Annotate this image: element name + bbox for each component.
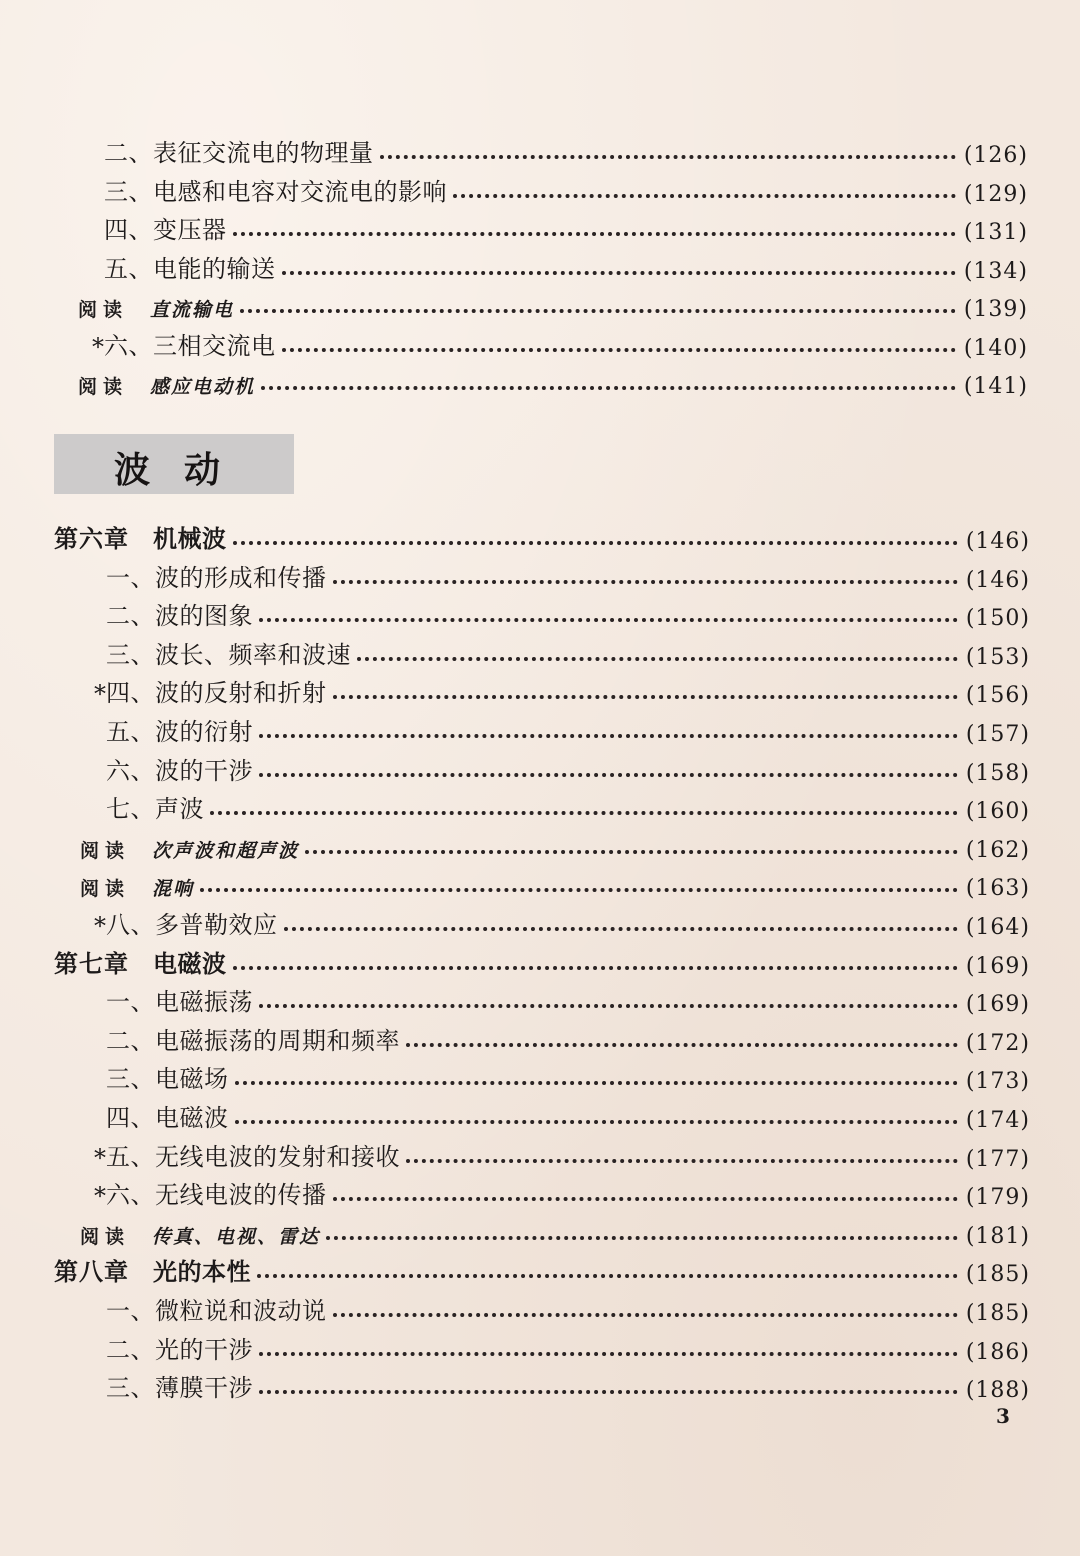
dot-leader bbox=[259, 734, 958, 738]
section-title: 三、电感和电容对交流电的影响 bbox=[104, 177, 447, 206]
toc-reading-row bbox=[80, 829, 1030, 863]
toc-page-number: (174) bbox=[965, 1108, 1030, 1133]
dot-leader bbox=[233, 232, 956, 236]
dot-leader bbox=[210, 811, 958, 815]
toc-item-row bbox=[84, 636, 1030, 670]
toc-page-number: (186) bbox=[965, 1339, 1030, 1365]
toc-item-row bbox=[84, 1138, 1030, 1172]
toc-page-number: (181) bbox=[965, 1223, 1030, 1249]
toc-page-number: (156) bbox=[965, 683, 1030, 709]
toc-reading-row bbox=[78, 288, 1028, 322]
toc-item-row bbox=[84, 1369, 1030, 1403]
section-title: 三、波长、频率和波速 bbox=[106, 640, 351, 669]
dot-leader bbox=[257, 1274, 958, 1278]
reading-label: 阅读 bbox=[80, 839, 131, 862]
toc-item-row bbox=[84, 790, 1030, 824]
optional-mark: * bbox=[94, 1143, 106, 1172]
toc-item-row bbox=[82, 173, 1028, 207]
toc-item-row bbox=[84, 1176, 1030, 1210]
toc-page-number: (131) bbox=[963, 220, 1028, 245]
toc-page-number: (157) bbox=[965, 722, 1030, 747]
section-title: 五、波的衍射 bbox=[106, 718, 253, 746]
dot-leader bbox=[305, 850, 958, 854]
toc-page-number: (172) bbox=[965, 1030, 1030, 1056]
toc-page-number: (185) bbox=[965, 1301, 1030, 1326]
toc-page-number: (150) bbox=[965, 606, 1030, 632]
toc-reading-row bbox=[80, 1215, 1030, 1249]
optional-mark: * bbox=[94, 912, 106, 940]
toc-reading-row bbox=[78, 365, 1028, 399]
dot-leader bbox=[235, 1120, 958, 1124]
dot-leader bbox=[453, 194, 956, 198]
toc-page-number: (141) bbox=[963, 374, 1028, 399]
reading-label: 阅读 bbox=[78, 299, 129, 321]
section-title: 五、电能的输送 bbox=[104, 254, 276, 283]
toc-page-number: (126) bbox=[963, 143, 1028, 168]
toc-page-number: (134) bbox=[963, 258, 1028, 284]
section-title: 四、波的反射和折射 bbox=[106, 679, 327, 708]
toc-page-number: (169) bbox=[965, 992, 1030, 1018]
toc-item-row bbox=[84, 1022, 1030, 1056]
section-title: 三、电磁场 bbox=[106, 1065, 229, 1094]
toc-page-number: (173) bbox=[965, 1069, 1030, 1095]
toc-page-number: (158) bbox=[965, 760, 1030, 786]
dot-leader bbox=[333, 580, 958, 584]
toc-page-number: (129) bbox=[963, 181, 1028, 207]
toc-chapter-row bbox=[54, 945, 1030, 979]
reading-label: 阅读 bbox=[80, 878, 131, 901]
dot-leader bbox=[284, 927, 958, 931]
toc-page-number: (164) bbox=[965, 915, 1030, 940]
toc-item-row bbox=[84, 559, 1030, 593]
section-heading: 波动 bbox=[114, 450, 255, 491]
section-title: 三、薄膜干涉 bbox=[106, 1374, 253, 1403]
reading-title: 混响 bbox=[152, 878, 195, 901]
section-title: 二、表征交流电的物理量 bbox=[104, 139, 374, 167]
section-title: 六、三相交流电 bbox=[104, 331, 276, 360]
section-title: 一、微粒说和波动说 bbox=[106, 1297, 327, 1325]
toc-item-row bbox=[84, 1060, 1030, 1094]
dot-leader bbox=[282, 348, 956, 352]
toc-item-row bbox=[84, 674, 1030, 708]
section-title: 四、变压器 bbox=[104, 216, 227, 244]
chapter-title: 机械波 bbox=[153, 524, 227, 553]
reading-title: 传真、电视、雷达 bbox=[152, 1225, 321, 1248]
section-title: 六、无线电波的传播 bbox=[106, 1181, 327, 1210]
toc-chapter-row bbox=[54, 1253, 1030, 1287]
dot-leader bbox=[380, 155, 956, 159]
toc-item-row bbox=[82, 211, 1028, 245]
chapter-label: 第七章 bbox=[54, 948, 129, 978]
dot-leader bbox=[261, 386, 956, 390]
toc-item-row bbox=[84, 1331, 1030, 1365]
chapter-title: 光的本性 bbox=[153, 1257, 251, 1287]
section-title: 四、电磁波 bbox=[106, 1104, 229, 1132]
section-title: 六、波的干涉 bbox=[106, 756, 253, 785]
chapter-label: 第八章 bbox=[54, 1257, 129, 1287]
dot-leader bbox=[233, 966, 958, 970]
chapter-label: 第六章 bbox=[54, 524, 129, 553]
reading-title: 次声波和超声波 bbox=[152, 839, 300, 862]
dot-leader bbox=[326, 1236, 958, 1240]
toc-page-number: (139) bbox=[963, 297, 1028, 322]
toc-item-row bbox=[84, 1099, 1030, 1133]
toc-item-row bbox=[84, 983, 1030, 1017]
toc-page-number: (160) bbox=[965, 799, 1030, 825]
toc-page-number: (153) bbox=[965, 644, 1030, 670]
reading-label: 阅读 bbox=[78, 376, 129, 398]
toc-chapter-row bbox=[54, 520, 1030, 554]
dot-leader bbox=[235, 1081, 958, 1085]
reading-title: 直流输电 bbox=[150, 299, 235, 321]
dot-leader bbox=[259, 773, 958, 777]
section-title: 二、波的图象 bbox=[106, 602, 253, 631]
toc-page-number: (146) bbox=[965, 567, 1030, 593]
dot-leader bbox=[233, 541, 958, 545]
toc-page-number: (163) bbox=[965, 876, 1030, 902]
toc-item-row bbox=[82, 134, 1028, 168]
dot-leader bbox=[259, 1352, 958, 1356]
section-title: 二、光的干涉 bbox=[106, 1335, 253, 1364]
toc-item-row bbox=[84, 752, 1030, 786]
toc-page-number: (162) bbox=[965, 837, 1030, 863]
toc-page-number: (179) bbox=[965, 1185, 1030, 1211]
toc-item-row bbox=[84, 713, 1030, 747]
toc-item-row bbox=[82, 250, 1028, 284]
optional-mark: * bbox=[92, 332, 104, 361]
dot-leader bbox=[357, 657, 958, 661]
toc-item-row bbox=[84, 906, 1030, 940]
toc-item-row bbox=[82, 327, 1028, 361]
section-title: 八、多普勒效应 bbox=[106, 911, 278, 939]
toc-page-number: (169) bbox=[965, 953, 1030, 979]
toc-page-number: (177) bbox=[965, 1146, 1030, 1172]
section-title: 五、无线电波的发射和接收 bbox=[106, 1142, 400, 1171]
dot-leader bbox=[333, 695, 958, 699]
optional-mark: * bbox=[94, 680, 106, 709]
toc-item-row bbox=[84, 1292, 1030, 1326]
dot-leader bbox=[406, 1043, 958, 1047]
dot-leader bbox=[282, 271, 956, 275]
toc-page-number: (140) bbox=[963, 335, 1028, 361]
dot-leader bbox=[200, 888, 958, 892]
page-number: 3 bbox=[996, 1404, 1010, 1428]
chapter-title: 电磁波 bbox=[153, 948, 227, 978]
toc-item-row bbox=[84, 597, 1030, 631]
dot-leader bbox=[240, 309, 956, 313]
reading-title: 感应电动机 bbox=[150, 376, 256, 398]
dot-leader bbox=[259, 618, 958, 622]
toc-page-number: (185) bbox=[965, 1262, 1030, 1288]
section-title: 二、电磁振荡的周期和频率 bbox=[106, 1026, 400, 1055]
toc-reading-row bbox=[80, 867, 1030, 901]
section-title: 一、电磁振荡 bbox=[106, 988, 253, 1017]
section-title: 一、波的形成和传播 bbox=[106, 563, 327, 592]
reading-label: 阅读 bbox=[80, 1225, 131, 1248]
dot-leader bbox=[406, 1159, 958, 1163]
dot-leader bbox=[259, 1390, 958, 1394]
section-title: 七、声波 bbox=[106, 795, 204, 824]
dot-leader bbox=[333, 1197, 958, 1201]
toc-page-number: (188) bbox=[965, 1378, 1030, 1404]
dot-leader bbox=[259, 1004, 958, 1008]
toc-page-number: (146) bbox=[965, 529, 1030, 554]
optional-mark: * bbox=[94, 1182, 106, 1211]
dot-leader bbox=[333, 1313, 958, 1317]
